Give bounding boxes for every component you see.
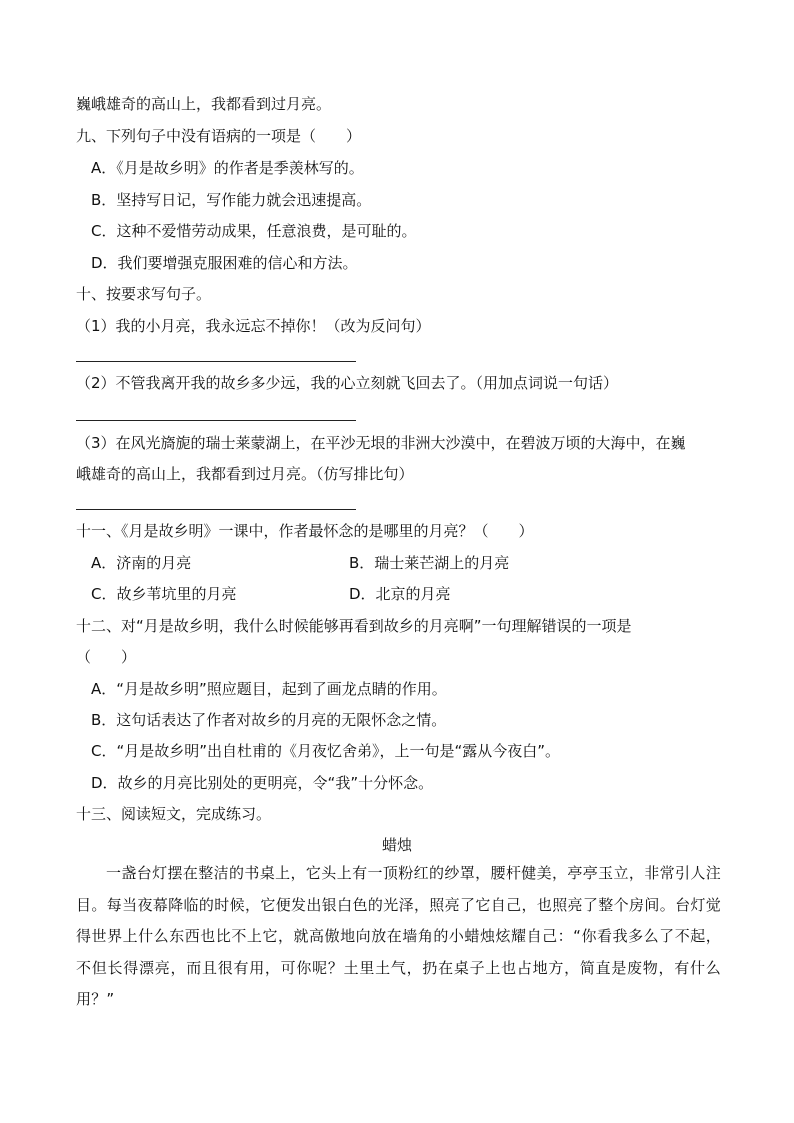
question-9: 九、下列句子中没有语病的一项是（ ） xyxy=(76,127,362,145)
question-12-line-1: 十二、对“月是故乡明，我什么时候能够再看到故乡的月亮啊”一句理解错误的一项是 xyxy=(76,617,632,635)
question-11: 十一、《月是故乡明》一课中，作者最怀念的是哪里的月亮？（ ） xyxy=(76,522,534,540)
question-11-option-c: C．故乡苇坑里的月亮 xyxy=(91,585,237,603)
question-10-item-3-line-2: 峨雄奇的高山上，我都看到过月亮。（仿写排比句） xyxy=(76,465,414,483)
passage-body: 一盏台灯摆在整洁的书桌上，它头上有一顶粉红的纱罩，腰杆健美，亭亭玉立，非常引人注目。每当夜幕降临的时候，它便发出银白色的光泽，照亮了它自己，也照亮了整个房间。台灯觉得世界上什么东西也比不上它，就高傲地向放在墙角的小蜡烛炫耀自己：“你看我多么了不起，不但长得漂亮，而且很有用，可你呢？土里土气，扔在桌子上也占地方，简直是废物，有什么用？” xyxy=(76,864,721,1008)
question-12-line-2: （ ） xyxy=(76,648,137,666)
question-12-option-c: C．“月是故乡明”出自杜甫的《月夜忆舍弟》，上一句是“露从今夜白”。 xyxy=(91,742,561,760)
question-12-option-a: A．“月是故乡明”照应题目，起到了画龙点睛的作用。 xyxy=(91,680,447,698)
question-11-option-d: D．北京的月亮 xyxy=(349,585,451,603)
question-10-item-1: （1）我的小月亮，我永远忘不掉你！（改为反问句） xyxy=(76,317,431,335)
continued-line: 巍峨雄奇的高山上，我都看到过月亮。 xyxy=(76,95,332,113)
answer-line-1[interactable] xyxy=(76,361,356,362)
question-10-item-2: （2）不管我离开我的故乡多少远，我的心立刻就飞回去了。（用加点词说一句话） xyxy=(76,374,619,392)
question-12-option-b: B．这句话表达了作者对故乡的月亮的无限怀念之情。 xyxy=(91,711,447,729)
question-11-option-b: B．瑞士莱芒湖上的月亮 xyxy=(349,554,510,572)
question-9-option-a: A．《月是故乡明》的作者是季羡林写的。 xyxy=(91,159,364,177)
question-13: 十三、阅读短文，完成练习。 xyxy=(76,805,272,823)
answer-line-3[interactable] xyxy=(76,509,356,510)
question-10-item-3-line-1: （3）在风光旖旎的瑞士莱蒙湖上，在平沙无垠的非洲大沙漠中，在碧波万顷的大海中，在巍 xyxy=(76,434,686,452)
question-12-option-d: D．故乡的月亮比别处的更明亮，令“我”十分怀念。 xyxy=(91,774,434,792)
question-10: 十、按要求写句子。 xyxy=(76,285,212,303)
question-11-option-a: A．济南的月亮 xyxy=(91,554,192,572)
question-9-option-d: D．我们要增强克服困难的信心和方法。 xyxy=(91,254,358,272)
question-9-option-b: B．坚持写日记，写作能力就会迅速提高。 xyxy=(91,191,372,209)
passage-title: 蜡烛 xyxy=(381,836,412,854)
answer-line-2[interactable] xyxy=(76,420,356,421)
question-9-option-c: C．这种不爱惜劳动成果，任意浪费，是可耻的。 xyxy=(91,222,417,240)
